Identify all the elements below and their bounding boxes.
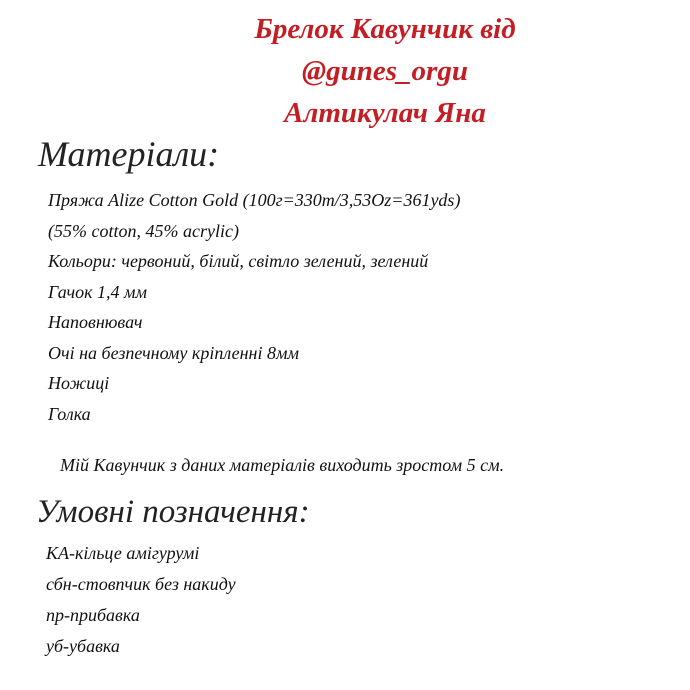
materials-item-hook: Гачок 1,4 мм (48, 281, 148, 302)
materials-item-eyes: Очі на безпечному кріпленні 8мм (48, 342, 299, 363)
legend-list (46, 538, 236, 662)
size-note: Мій Кавунчик з даних матеріалів виходить зростом 5 см. (60, 455, 505, 475)
title-block (0, 8, 690, 134)
title-author-handle: @gunes_orgu (302, 55, 468, 87)
legend-item-pr: пр-прибавка (46, 605, 140, 625)
legend-item-ub: уб-убавка (46, 636, 120, 656)
materials-item-composition: (55% cotton, 45% acrylic) (48, 220, 239, 241)
legend-item-sbn: сбн-стовпчик без накиду (46, 574, 236, 594)
materials-list (48, 185, 460, 429)
materials-item-scissors: Ножиці (48, 373, 110, 393)
legend-item-ka: КА-кільце амігурумі (46, 543, 200, 563)
materials-item-yarn: Пряжа Alize Cotton Gold (100г=330m/3,53Oz=361yds) (48, 190, 461, 210)
materials-item-colors: Кольори: червоний, білий, світло зелений, зелений (48, 251, 429, 271)
title-line-1: Брелок Кавунчик від (254, 13, 516, 45)
title-author-name: Алтикулач Яна (284, 97, 486, 129)
materials-item-stuffing: Наповнювач (48, 312, 143, 332)
materials-item-needle: Голка (48, 403, 91, 424)
legend-heading: Умовні позначення: (36, 494, 310, 530)
materials-heading: Матеріали: (38, 134, 220, 174)
